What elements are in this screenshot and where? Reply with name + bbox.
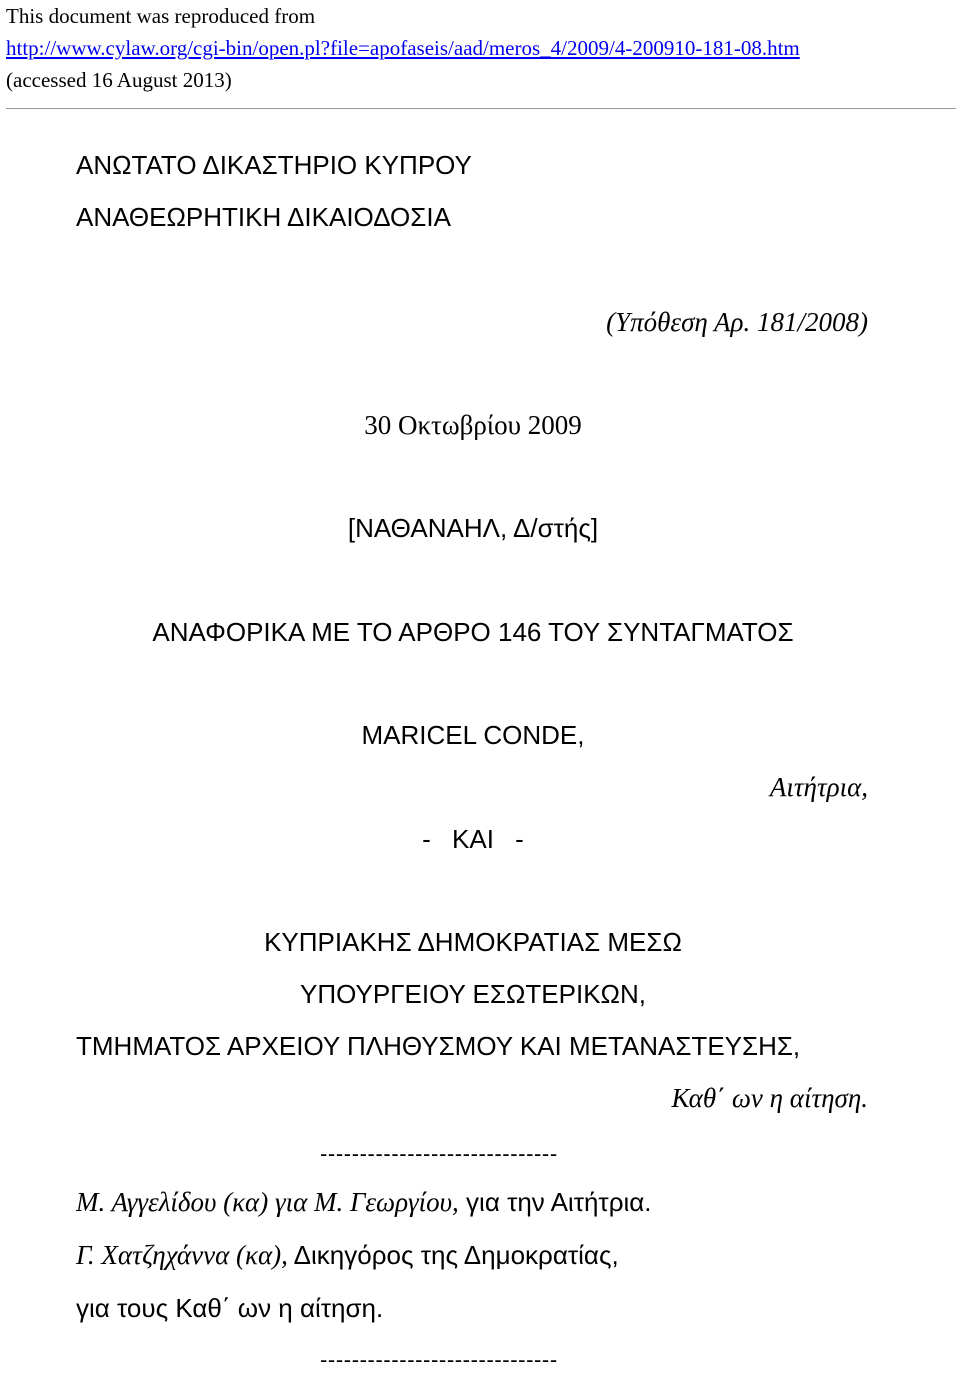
court-jurisdiction: ΑΝΑΘΕΩΡΗΤΙΚΗ ΔΙΚΑΙΟΔΟΣΙΑ [76,202,451,232]
court-name: ΑΝΩΤΑΤΟ ΔΙΚΑΣΤΗΡΙΟ ΚΥΠΡΟΥ [76,150,472,180]
respondent-line-3: ΤΜΗΜΑΤΟΣ ΑΡΧΕΙΟΥ ΠΛΗΘΥΣΜΟΥ ΚΑΙ ΜΕΤΑΝΑΣΤΕΥΣΗΣ, [76,1031,801,1061]
source-note-intro: This document was reproduced from [6,4,316,28]
respondent-role: Καθ΄ ων η αίτηση. [671,1083,868,1113]
counsel-respondent-role: Δικηγόρος της Δημοκρατίας, [287,1240,619,1270]
divider-top: ------------------------------ [320,1141,558,1166]
counsel-applicant-role: για την Αιτήτρια. [458,1187,652,1217]
case-number: (Υπόθεση Αρ. 181/2008) [606,307,868,337]
source-accessed-date: (accessed 16 August 2013) [6,68,232,92]
counsel-applicant-names: Μ. Αγγελίδου (κα) για Μ. Γεωργίου, [76,1187,459,1217]
divider-bottom: ------------------------------ [320,1347,558,1372]
horizontal-rule [6,108,956,109]
judge-name: [ΝΑΘΑΝΑΗΛ, Δ/στής] [347,513,599,543]
case-subject: ΑΝΑΦΟΡΙΚΑ ΜΕ ΤΟ ΑΡΘΡΟ 146 ΤΟΥ ΣΥΝΤΑΓΜΑΤΟΣ [152,617,794,647]
source-url-link[interactable]: http://www.cylaw.org/cgi-bin/open.pl?file=apofaseis/aad/meros_4/2009/4-200910-181-08.htm [6,36,800,60]
respondent-line-2: ΥΠΟΥΡΓΕΙΟΥ ΕΣΩΤΕΡΙΚΩΝ, [300,979,646,1009]
counsel-respondent-line-2: για τους Καθ΄ ων η αίτηση. [76,1293,384,1323]
applicant-name: MARICEL CONDE, [361,720,585,750]
counsel-respondent [76,1239,619,1271]
counsel-applicant [76,1186,652,1218]
counsel-respondent-name: Γ. Χατζηχάννα (κα), [76,1240,288,1270]
respondent-line-1: ΚΥΠΡΙΑΚΗΣ ΔΗΜΟΚΡΑΤΙΑΣ ΜΕΣΩ [264,927,682,957]
party-separator: - ΚΑΙ - [422,824,524,854]
applicant-role: Αιτήτρια, [769,772,868,802]
case-date: 30 Οκτωβρίου 2009 [364,410,582,440]
source-note [6,0,800,96]
